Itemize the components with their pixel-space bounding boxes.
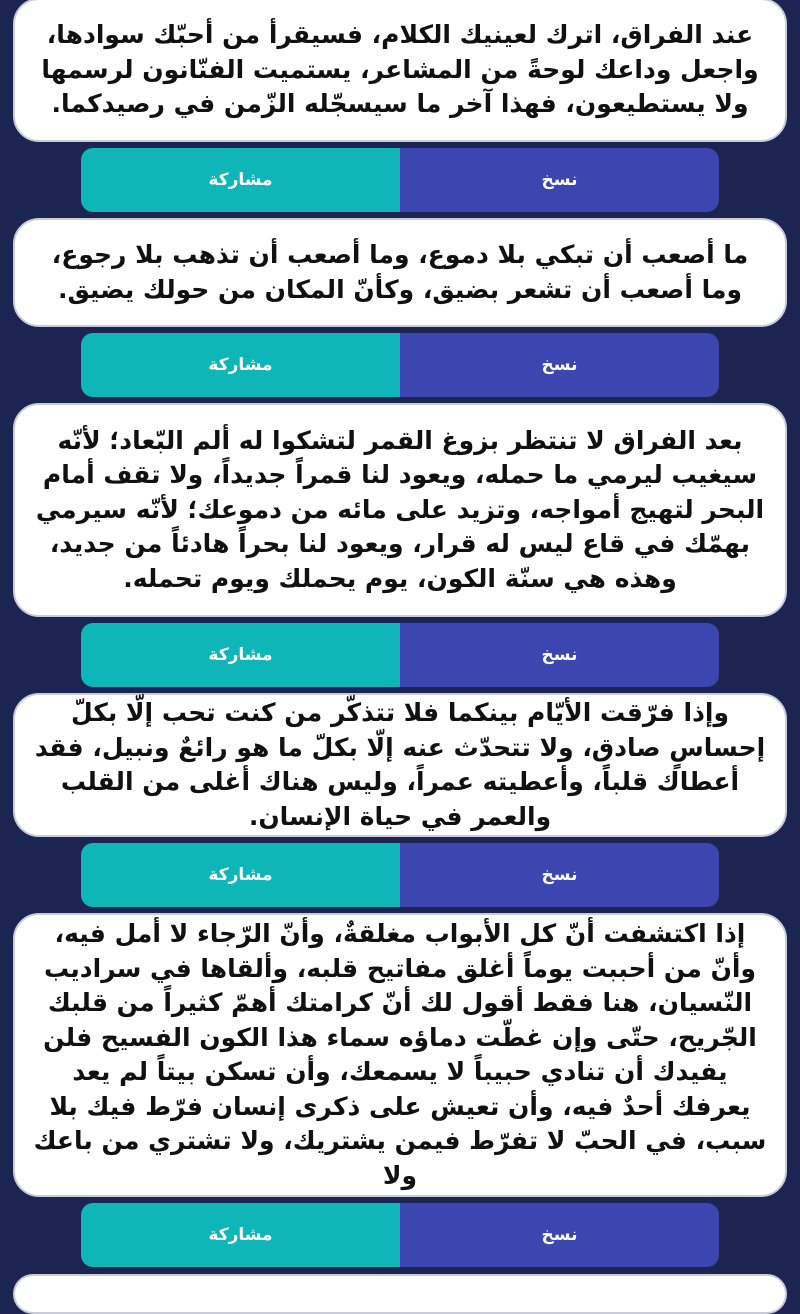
quote-card xyxy=(13,913,787,1197)
share-button[interactable]: مشاركة xyxy=(81,843,400,907)
share-button[interactable]: مشاركة xyxy=(81,333,400,397)
quote-text: بعد الفراق لا تنتظر بزوغ القمر لتشكوا له ألم البّعاد؛ لأنّه سيغيب ليرمي ما حمله، ويعود لنا قمراً جديداً، ولا تقف أمام البحر لتهيج أمواجه، وتزيد على مائه من دموعك؛ لأنّه سيرمي بهمّك في قاع ليس له قرار، ويعود لنا بحراً هادئاً من جديد، وهذه هي سنّة الكون، يوم يحملك ويوم تحمله. xyxy=(35,425,765,593)
quote-card xyxy=(13,218,787,327)
quote-text: وإذا فرّقت الأيّام بينكما فلا تتذكّر من كنت تحب إلّا بكلّ إحساسٍ صادق، ولا تتحدّث عنه إلّا بكلّ ما هو رائعٌ ونبيل، فقد أعطاك قلباً، وأعطيته عمراً، وليس هناك أغلى من القلب والعمر في حياة الإنسان. xyxy=(34,698,766,831)
share-button[interactable]: مشاركة xyxy=(81,148,400,212)
copy-button[interactable]: نسخ xyxy=(400,623,719,687)
quote-text: عند الفراق، اترك لعينيك الكلام، فسيقرأ من أحبّك سوادها، واجعل وداعك لوحةً من المشاعر، يستميت الفنّانون لرسمها ولا يستطيعون، فهذا آخر ما سيسجّله الزّمن في رصيدكما. xyxy=(41,20,759,119)
copy-button[interactable]: نسخ xyxy=(400,333,719,397)
quote-card-partial xyxy=(13,1274,787,1314)
quote-text: ما أصعب أن تبكي بلا دموع، وما أصعب أن تذهب بلا رجوع، وما أصعب أن تشعر بضيق، وكأنّ المكان من حولك يضيق. xyxy=(51,240,749,304)
quote-actions xyxy=(81,1203,719,1267)
quote-card xyxy=(13,693,787,837)
copy-button[interactable]: نسخ xyxy=(400,1203,719,1267)
quote-card xyxy=(13,403,787,617)
quote-actions xyxy=(81,623,719,687)
quote-text: إذا اكتشفت أنّ كل الأبواب مغلقةٌ، وأنّ الرّجاء لا أمل فيه، وأنّ من أحببت يوماً أغلق مفاتيح قلبه، وألقاها في سراديب النّسيان، هنا فقط أقول لك أنّ كرامتك أهمّ كثيراً من قلبك الجّريح، حتّى وإن غطّت دماؤه سماء هذا الكون الفسيح فلن يفيدك أن تنادي حبيباً لا يسمعك، وأن تسكن بيتاً لم يعد يعرفك أحدٌ فيه، وأن تعيش على ذكرى إنسان فرّط فيك بلا سبب، في الحبّ لا تفرّط فيمن يشتريك، ولا تشتري من باعك ولا xyxy=(33,919,767,1190)
quote-actions xyxy=(81,843,719,907)
quote-actions xyxy=(81,148,719,212)
copy-button[interactable]: نسخ xyxy=(400,843,719,907)
share-button[interactable]: مشاركة xyxy=(81,1203,400,1267)
quote-actions xyxy=(81,333,719,397)
share-button[interactable]: مشاركة xyxy=(81,623,400,687)
quote-card xyxy=(13,0,787,142)
copy-button[interactable]: نسخ xyxy=(400,148,719,212)
